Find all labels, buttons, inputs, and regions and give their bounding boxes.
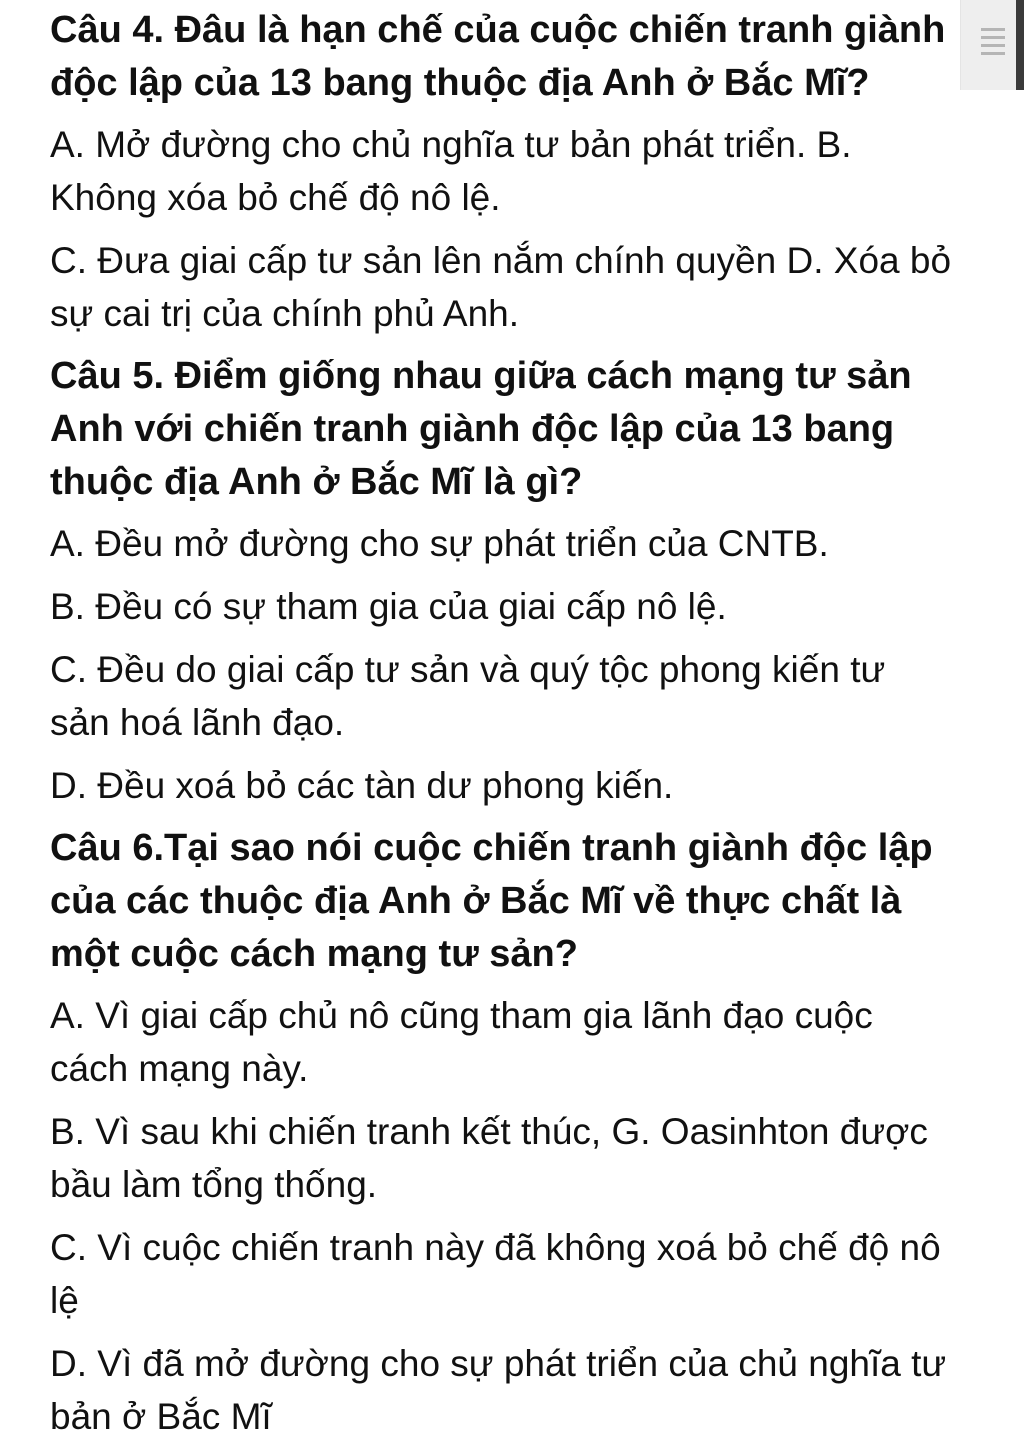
menu-button[interactable]: [960, 0, 1024, 90]
menu-edge: [1016, 0, 1024, 90]
question-6-title: Câu 6.Tại sao nói cuộc chiến tranh giành độc lập của các thuộc địa Anh ở Bắc Mĩ về thực chất là một cuộc cách mạng tư sản?: [50, 827, 933, 975]
question-4-option-ab: A. Mở đường cho chủ nghĩa tư bản phát triển. B. Không xóa bỏ chế độ nô lệ.: [50, 124, 852, 218]
question-6-option-d: D. Vì đã mở đường cho sự phát triển của chủ nghĩa tư bản ở Bắc Mĩ: [50, 1343, 947, 1437]
question-5-option-d: D. Đều xoá bỏ các tàn dư phong kiến.: [50, 765, 674, 806]
question-6-option-c: C. Vì cuộc chiến tranh này đã không xoá bỏ chế độ nô lệ: [50, 1227, 941, 1321]
question-6-option-a: A. Vì giai cấp chủ nô cũng tham gia lãnh đạo cuộc cách mạng này.: [50, 995, 873, 1089]
question-5-option-a: A. Đều mở đường cho sự phát triển của CNTB.: [50, 523, 829, 564]
question-5-title: Câu 5. Điểm giống nhau giữa cách mạng tư sản Anh với chiến tranh giành độc lập của 13 bang thuộc địa Anh ở Bắc Mĩ là gì?: [50, 355, 912, 503]
question-4-title: Câu 4. Đâu là hạn chế của cuộc chiến tranh giành độc lập của 13 bang thuộc địa Anh ở Bắc Mĩ?: [50, 9, 946, 104]
question-5-option-b: B. Đều có sự tham gia của giai cấp nô lệ.: [50, 586, 727, 627]
question-5-option-c: C. Đều do giai cấp tư sản và quý tộc phong kiến tư sản hoá lãnh đạo.: [50, 649, 886, 743]
question-4-option-cd: C. Đưa giai cấp tư sản lên nắm chính quyền D. Xóa bỏ sự cai trị của chính phủ Anh.: [50, 240, 952, 334]
question-6-option-b: B. Vì sau khi chiến tranh kết thúc, G. Oasinhton được bầu làm tổng thống.: [50, 1111, 928, 1205]
quiz-content: [50, 4, 955, 1443]
